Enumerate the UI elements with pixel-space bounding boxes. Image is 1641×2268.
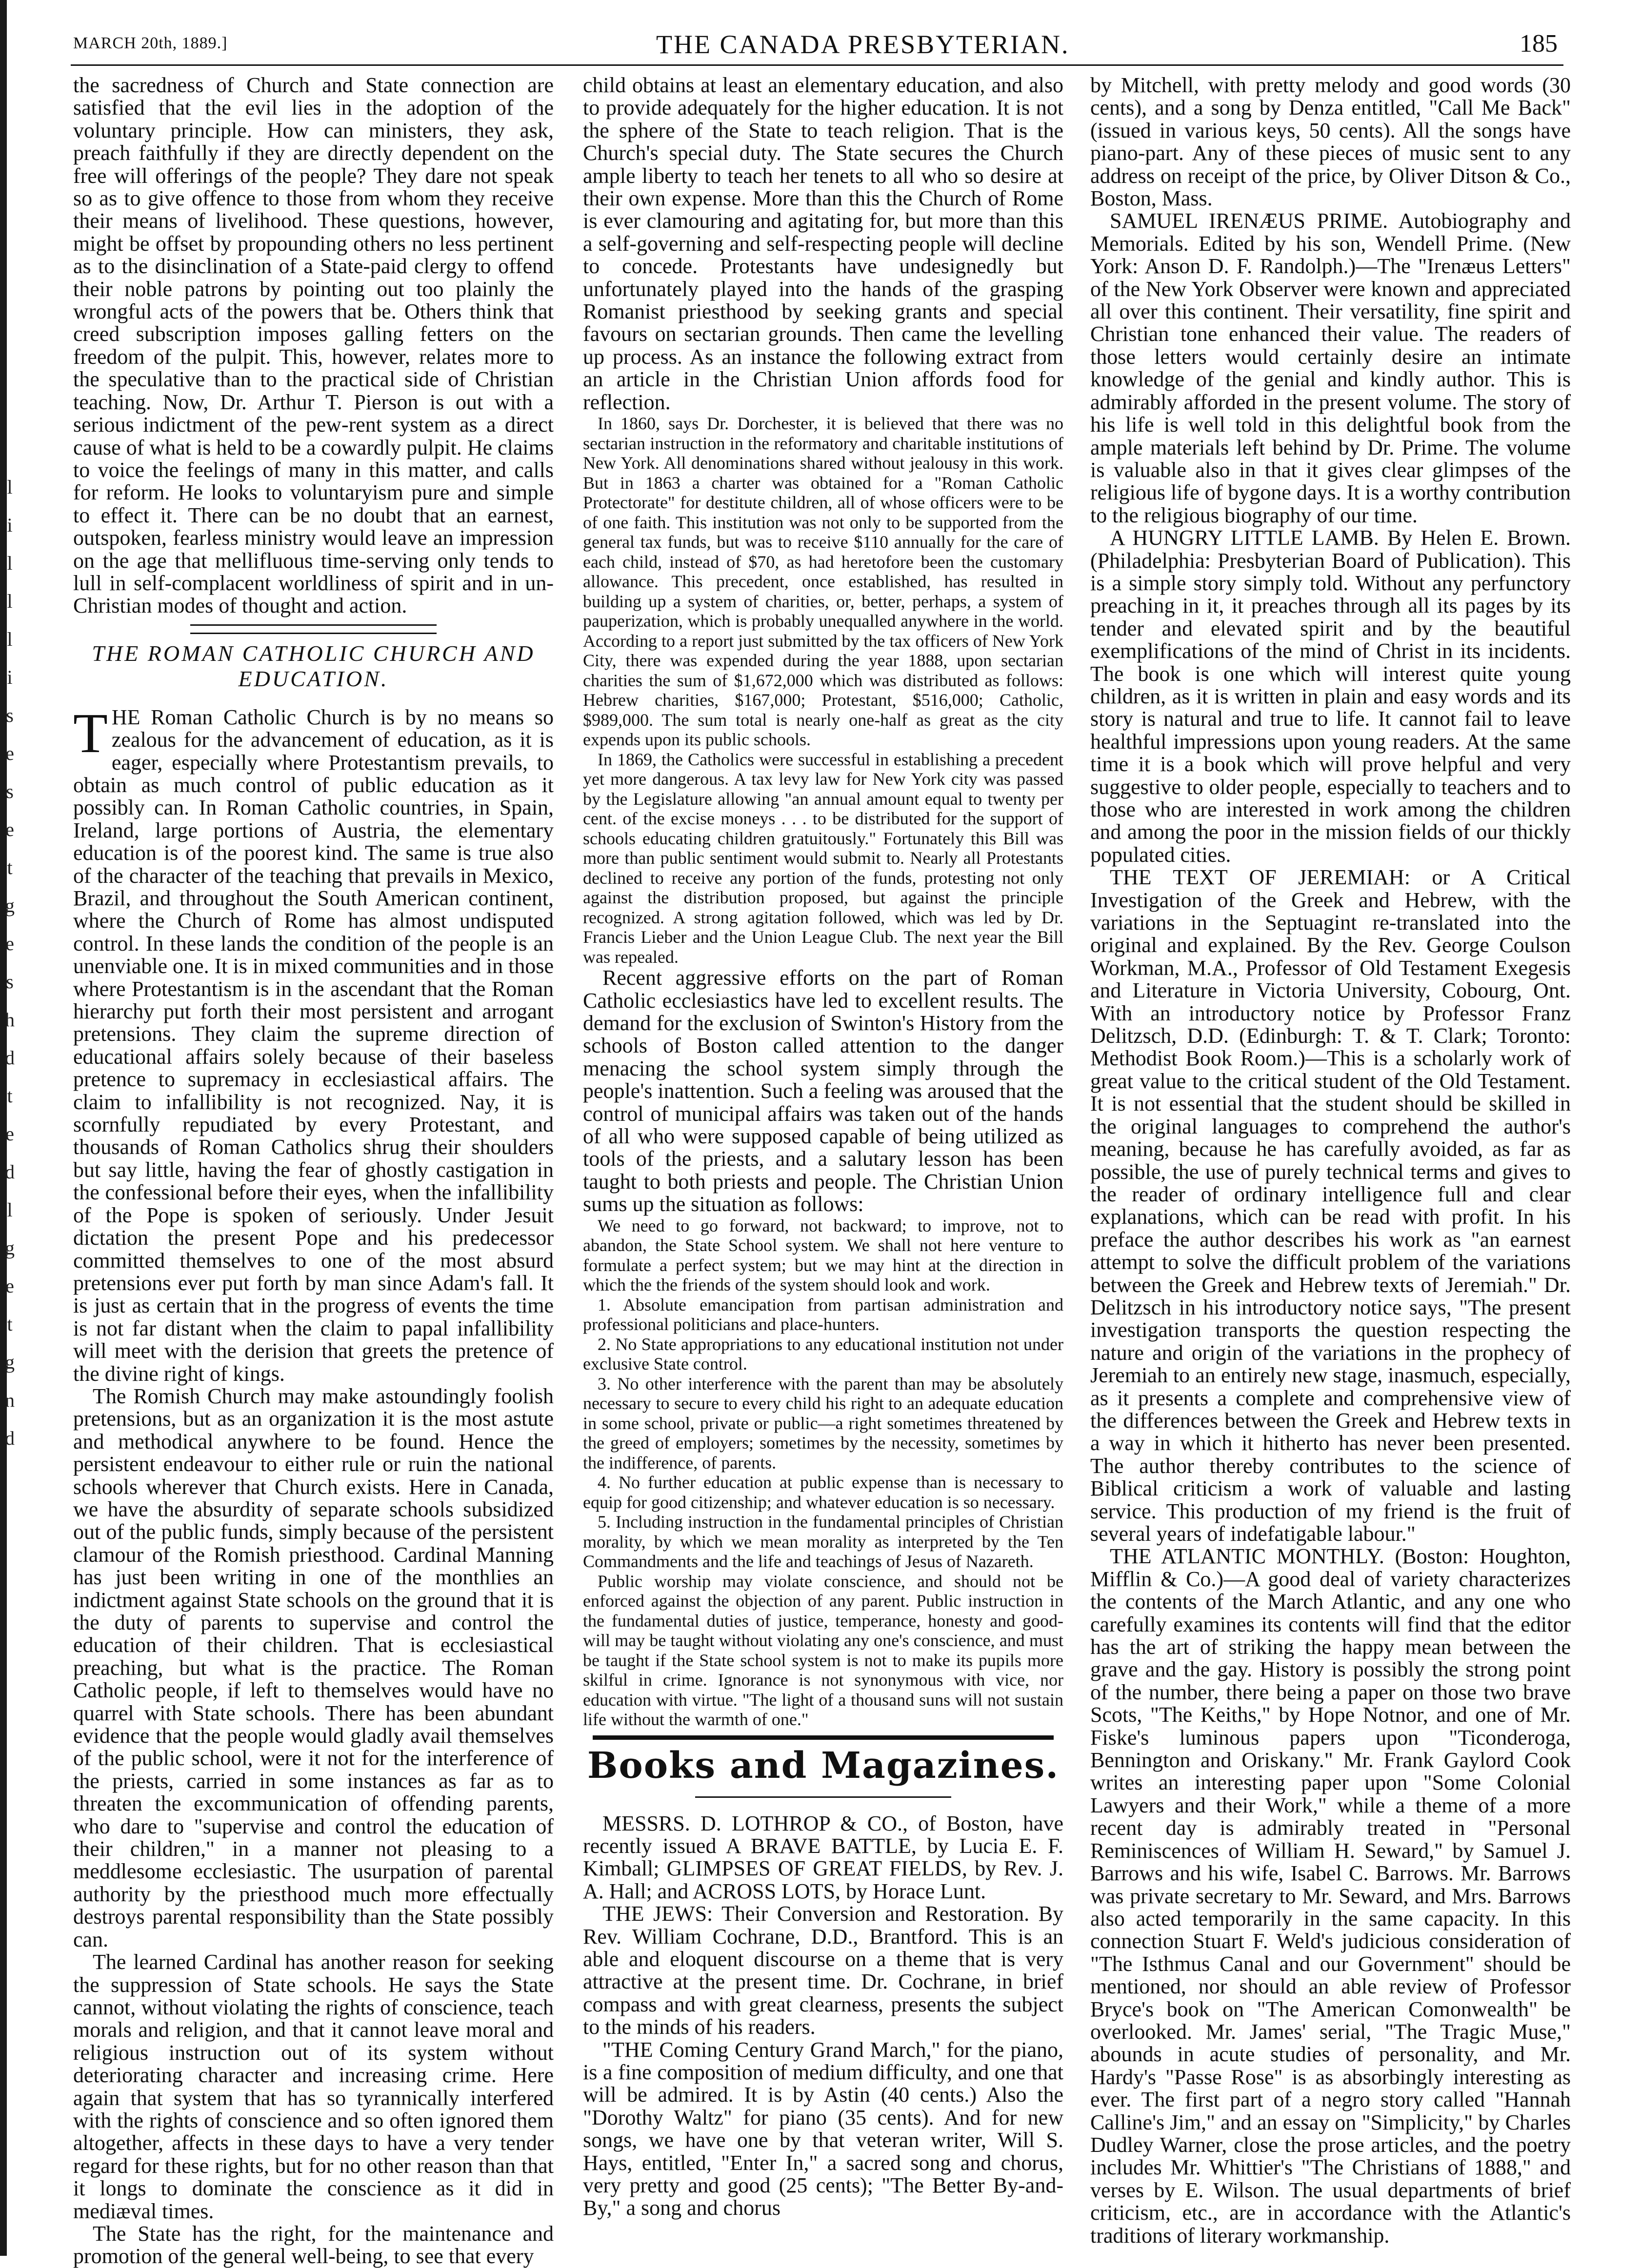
gutter-letter: l — [7, 590, 13, 612]
gutter-letter: e — [5, 1123, 14, 1145]
review-paragraph: MESSRS. D. LOTHROP & CO., of Boston, have recently issued A BRAVE BATTLE, by Lucia E. F. Kimball; GLIMPSES OF GREAT FIELDS, by Rev. J. A. Hall; and ACROSS LOTS, by Horace Lunt. — [583, 1811, 1063, 1903]
gutter-letter: n — [5, 1389, 15, 1411]
paragraph — [73, 702, 554, 1386]
paragraph: The learned Cardinal has another reason for seeking the suppression of State schools. He says the State cannot, without violating the rights of conscience, teach morals and religion, and that it cannot leave moral and religious instruction out of its system without deteriorating character and increasing crime. Here again that system that has so tyrannically interfered with the rights of conscience and so often ignored them altogether, affects in these days to have a very tender regard for these rights, but for no other reason than that it longs to dominate the conscience as it did in mediæval times. — [73, 1950, 554, 2223]
books-heading: Books and Magazines. — [587, 1744, 1060, 1787]
column-3 — [1090, 74, 1571, 2247]
gutter-letter: g — [5, 895, 15, 916]
gutter-letter: g — [5, 1351, 15, 1373]
gutter-letter: e — [5, 933, 14, 955]
section-divider — [190, 624, 437, 634]
review-paragraph: SAMUEL IRENÆUS PRIME. Autobiography and Memorials. Edited by his son, Wendell Prime. (New York: Anson D. F. Randolph.)—The "Irenæus Letters" of the New York Observer were known and appreciated all over this continent. Their versatility, fine spirit and Christian tone enhanced their value. The readers of those letters would certainly desire an intimate knowledge of the genial and kindly author. This is admirably afforded in the present volume. The story of his life is well told in this delightful book from the ample materials left behind by Dr. Prime. The volume is valuable also in that it gives clear glimpses of the religious life of bygone days. It is a worthy contribution to the religious biography of our time. — [1090, 209, 1571, 527]
section-rule — [593, 1735, 1054, 1740]
header-title: THE CANADA PRESBYTERIAN. — [656, 30, 1070, 59]
quoted-paragraph: Public worship may violate conscience, and should not be enforced against the objection of any parent. Public instruction in the fundamental duties of justice, temperance, honesty and good-will may be taught without violating any one's conscience, and must be taught if the State school system is not to make its pupils more skilful in crime. Ignorance is not synonymous with vice, nor education with virtue. "The light of a thousand suns will not sustain life without the warmth of one." — [583, 1571, 1063, 1730]
gutter-letter: d — [5, 1161, 15, 1183]
gutter-letter: h — [5, 1009, 15, 1031]
review-paragraph: A HUNGRY LITTLE LAMB. By Helen E. Brown. (Philadelphia: Presbyterian Board of Publication). This is a simple story simply told. Without any perfunctory preaching in it, it preaches through all its pages by its tender and elevated spirit and by the beautiful exemplifications of the mind of Christ in its incidents. The book is one which will interest quite young children, as it is written in plain and easy words and its story is natural and true to life. It cannot fail to leave healthful impressions upon young readers. At the same time it is a book which will prove helpful and very suggestive to older people, especially to teachers and to those who are interested in work among the children and among the poor in the mission fields of our thickly populated cities. — [1090, 526, 1571, 867]
gutter-letter: d — [5, 1427, 15, 1449]
gutter-letter: l — [7, 476, 13, 498]
gutter-letter: t — [7, 1085, 13, 1107]
review-paragraph: THE JEWS: Their Conversion and Restoration. By Rev. William Cochrane, D.D., Brantford. This is an able and eloquent discourse on a theme that is very attractive at the present time. Dr. Cochrane, in brief compass and with great clearness, presents the subject to the minds of his readers. — [583, 1902, 1063, 2039]
header-date: MARCH 20th, 1889.] — [73, 34, 228, 52]
gutter-letter: e — [5, 818, 14, 840]
review-paragraph: by Mitchell, with pretty melody and good words (30 cents), and a song by Denza entitled, "Call Me Back" (issued in various keys, 50 cents). All the songs have piano-part. Any of these pieces of music sent to any address on receipt of the price, by Oliver Ditson & Co., Boston, Mass. — [1090, 73, 1571, 211]
column-2 — [583, 74, 1063, 2220]
paragraph: Recent aggressive efforts on the part of Roman Catholic ecclesiastics have led to excellent results. The demand for the exclusion of Swinton's History from the schools of Boston called attention to the danger menacing the school system simply through the people's inattention. Such a feeling was aroused that the control of municipal affairs was taken out of the hands of all who were supposed capable of being utilized as tools of the priests, and a salutary lesson has been taught to both priests and people. The Christian Union sums up the situation as follows: — [583, 966, 1063, 1216]
gutter-letter: l — [7, 552, 13, 574]
gutter-letter: e — [5, 742, 14, 764]
page-number: 185 — [1520, 30, 1558, 58]
quoted-list-item: 3. No other interference with the parent than may be absolutely necessary to secure to every child his right to an adequate education in some school, private or public—a right sometimes threatened by the greed of employers; sometimes by the necessity, sometimes by the indifference, of parents. — [583, 1373, 1063, 1472]
gutter-letter: i — [7, 666, 13, 688]
gutter-letter: i — [7, 514, 13, 536]
gutter-letter: s — [6, 704, 14, 726]
paragraph: child obtains at least an elementary education, and also to provide adequately for the higher education. It is not the sphere of the State to teach religion. That is the Church's special duty. The State secures the Church ample liberty to teach her tenets to all who so desire at their own expense. More than this the Church of Rome is ever clamouring and agitating for, but more than this a self-governing and self-respecting people will decline to concede. Protestants have undesignedly but unfortunately played into the hands of the grasping Romanist priesthood by seeking grants and special favours on sectarian grounds. Then came the levelling up process. As an instance the following extract from an article in the Christian Union affords food for reflection. — [583, 73, 1063, 414]
quoted-paragraph: In 1860, says Dr. Dorchester, it is believed that there was no sectarian instruction in the reformatory and charitable institutions of New York. All denominations shared without jealousy in this work. But in 1863 a charter was obtained for a "Roman Catholic Protectorate" for destitute children, all of whose officers were to be of one faith. This institution was not only to be supported from the general tax funds, but was to receive $110 annually for the care of each child, instead of $70, as had heretofore been the customary allowance. This precedent, once established, has resulted in building up a system of charities, or, better, perhaps, a system of pauperization, which is probably unequalled anywhere in the world. According to a report just submitted by the tax officers of New York City, there was expended during the year 1888, upon sectarian charities the sum of $1,672,000 which was distributed as follows: Hebrew charities, $167,000; Protestant, $516,000; Catholic, $989,000. The sum total is nearly one-half as great as the city expends upon its public schools. — [583, 414, 1063, 750]
quoted-list-item: 4. No further education at public expense than is necessary to equip for good citizenship; and whatever education is so necessary. — [583, 1472, 1063, 1512]
quoted-paragraph: In 1869, the Catholics were successful in establishing a precedent yet more dangerous. A tax levy law for New York city was passed by the Legislature allowing "an annual amount equal to twenty per cent. of the excise moneys . . . to be distributed for the support of schools educating children gratuitously." Fortunately this Bill was more than public sentiment would submit to. Nearly all Protestants declined to receive any portion of the funds, protesting not only against the distribution proposed, but against the principle recognized. A strong agitation followed, which was led by Dr. Francis Lieber and the Union League Club. The next year the Bill was repealed. — [583, 749, 1063, 967]
gutter-letter: e — [5, 1275, 14, 1297]
section-rule — [695, 1796, 951, 1798]
gutter-letter: d — [5, 1047, 15, 1069]
review-paragraph: "THE Coming Century Grand March," for the piano, is a fine composition of medium difficulty, and one that will be admired. It is by Astin (40 cents.) Also the "Dorothy Waltz" for piano (35 cents). And for new songs, we have one by that veteran writer, Will S. Hays, entitled, "Enter In," a sacred song and chorus, very pretty and good (25 cents); "The Better By-and-By," a song and chorus — [583, 2037, 1063, 2220]
quoted-list-item: 2. No State appropriations to any educational institution not under exclusive State control. — [583, 1334, 1063, 1374]
paragraph-text: HE Roman Catholic Church is by no means so zealous for the advancement of education, as it is eager, especially where Protestantism prevails, to obtain as much control of public education as it possibly can. In Roman Catholic countries, in Spain, Ireland, large portions of Austria, the elementary education is of the poorest kind. The same is true also of the character of the teaching that prevails in Mexico, Brazil, and throughout the South American continent, where the Church of Rome has almost undisputed control. In these lands the condition of the people is an unenviable one. It is in mixed communities and in those where Protestantism is in the ascendant that the Roman hierarchy put forth their most persistent and arrogant pretensions. They claim the supreme direction of educational affairs solely because of their baseless pretence to supremacy in ecclesiastical affairs. The claim to infallibility is not recognized. Nay, it is scornfully repudiated by every Protestant, and thousands of Roman Catholics shrug their shoulders but say little, having the fear of ghostly castigation in the confessional before their eyes, when the infallibility of the Pope is spoken of seriously. Under Jesuit dictation the present Pope and his predecessor committed themselves to one of the most absurd pretensions ever put forth by man since Adam's fall. It is just as certain that in the progress of events the time is not far distant when the claim to papal infallibility will meet with the derision that greets the pretence of the divine right of kings. — [73, 705, 554, 1386]
drop-cap: T — [73, 702, 108, 765]
gutter-letter: t — [7, 1313, 13, 1335]
quoted-list-item: 5. Including instruction in the fundamental principles of Christian morality, by which we mean morality as interpreted by the Ten Commandments and the life and teachings of Jesus of Nazareth. — [583, 1512, 1063, 1572]
paragraph: the sacredness of Church and State connection are satisfied that the evil lies in the adoption of the voluntary principle. How can ministers, they ask, preach faithfully if they are directly dependent on the free will offerings of the people? They dare not speak so as to give offence to those from whom they receive their means of livelihood. These questions, however, might be offset by propounding others no less pertinent as to the disinclination of a State-paid clergy to offend their noble patrons by pointing out too plainly the wrongful acts of the powers that be. Others think that creed subscription imposes galling fetters on the freedom of the pulpit. This, however, relates more to the speculative than to the practical side of Christian teaching. Now, Dr. Arthur T. Pierson is out with a serious indictment of the pew-rent system as a direct cause of what is held to be a cowardly pulpit. He claims to voice the feelings of many in this matter, and calls for reform. He looks to voluntaryism pure and simple to effect it. There can be no doubt that an earnest, outspoken, fearless ministry would leave an impression on the age that mellifluous time-serving only tends to lull in self-complacent worldliness of spirit and in un-Christian modes of thought and action. — [73, 73, 554, 618]
review-paragraph: THE TEXT OF JEREMIAH: or A Critical Investigation of the Greek and Hebrew, with the variations in the Septuagint re-translated into the original and explained. By the Rev. George Coulson Workman, M.A., Professor of Old Testament Exegesis and Literature in Victoria University, Cobourg, Ont. With an introductory notice by Professor Franz Delitzsch, D.D. (Edinburgh: T. & T. Clark; Toronto: Methodist Book Room.)—This is a scholarly work of great value to the critical student of the Old Testament. It is not essential that the student should be skilled in the original languages to comprehend the author's meaning, because he has carefully avoided, as far as possible, the use of purely technical terms and gives to the reader of ordinary intelligence full and clear explanations, which can be read with profit. In his preface the author describes his work as "an earnest attempt to solve the difficult problem of the variations between the Greek and Hebrew texts of Jeremiah." Dr. Delitzsch in his introductory notice says, "The present investigation transports the question respecting the nature and origin of the variations in the prophecy of Jeremiah to an entirely new stage, inasmuch, especially, as it presents a complete and comprehensive view of the differences between the Greek and Hebrew texts in a way in which it hitherto has never been presented. The author thereby contributes to the science of Biblical criticism a work of valuable and lasting service. This production of my friend is the fruit of several years of indefatigable labour." — [1090, 865, 1571, 1546]
quoted-paragraph: We need to go forward, not backward; to improve, not to abandon, the State School system. We shall not here venture to formulate a perfect system; but we may hint at the direction in which the the friends of the system should look and work. — [583, 1215, 1063, 1295]
gutter-letter: s — [6, 971, 14, 993]
gutter-letter: l — [7, 1199, 13, 1221]
paragraph: The State has the right, for the maintenance and promotion of the general well-being, to see that every — [73, 2221, 554, 2268]
quoted-list-item: 1. Absolute emancipation from partisan administration and professional politicians and place-hunters. — [583, 1294, 1063, 1334]
section-heading: THE ROMAN CATHOLIC CHURCH AND EDUCATION. — [92, 640, 535, 691]
review-paragraph: THE ATLANTIC MONTHLY. (Boston: Houghton, Mifflin & Co.)—A good deal of variety characterizes the contents of the March Atlantic, and any one who carefully examines its contents will find that the editor has the art of striking the happy mean between the grave and the gay. History is possibly the strong point of the number, there being a paper on those two brave Scots, "The Keiths," by Hope Notnor, and one of Mr. Fiske's luminous papers upon "Ticonderoga, Bennington and Oriskany." Mr. Frank Gaylord Cook writes an interesting paper upon "Some Colonial Lawyers and their Work," while a theme of a more recent day is admirably treated in "Personal Reminiscences of William H. Seward," by Samuel J. Barrows and his wife, Isabel C. Barrows. Mr. Barrows was private secretary to Mr. Seward, and Mrs. Barrows also acted temporarily in the same capacity. In this connection Stuart F. Weld's judicious consideration of "The Isthmus Canal and our Government" should be mentioned, nor should an able review of Professor Bryce's book on "The American Comonwealth" be overlooked. Mr. James' serial, "The Tragic Muse," abounds in acute studies of personality, and Mr. Hardy's "Passe Rose" is as absorbingly interesting as ever. The first part of a negro story called "Hannah Calline's Jim," and an essay on "Simplicity," by Charles Dudley Warner, close the prose articles, and the poetry includes Mr. Whittier's "The Christians of 1888," and verses by E. Wilson. The usual departments of brief criticism, etc., are in accordance with the Atlantic's traditions of literary workmanship. — [1090, 1544, 1571, 2248]
paragraph: The Romish Church may make astoundingly foolish pretensions, but as an organization it is the most astute and methodical anywhere to be found. Hence the persistent endeavour to either rule or ruin the national schools wherever that Church exists. Here in Canada, we have the absurdity of separate schools subsidized out of the public funds, simply because of the persistent clamour of the Romish priesthood. Cardinal Manning has just been writing in one of the monthlies an indictment against State schools on the ground that it is the duty of parents to supervise and control the education of their children. That is ecclesiastical preaching, but what is the practice. The Roman Catholic people, if left to themselves would have no quarrel with State schools. There has been abundant evidence that the people would gladly avail themselves of the public school, were it not for the interference of the priests, carried in some instances as far as to threaten the excommunication of offending parents, who dare to "supervise and control the education of their children," in a manner not pleasing to a meddlesome ecclesiastic. The usurpation of parental authority by the priesthood much more effectually destroys parental responsibility than the State possibly can. — [73, 1384, 554, 1951]
gutter-fragments — [2, 468, 18, 1457]
gutter-letter: l — [7, 628, 13, 650]
gutter-letter: s — [6, 780, 14, 802]
column-1 — [73, 74, 554, 2268]
gutter-letter: g — [5, 1237, 15, 1259]
header-rule — [71, 64, 1563, 66]
gutter-letter: t — [7, 856, 13, 878]
